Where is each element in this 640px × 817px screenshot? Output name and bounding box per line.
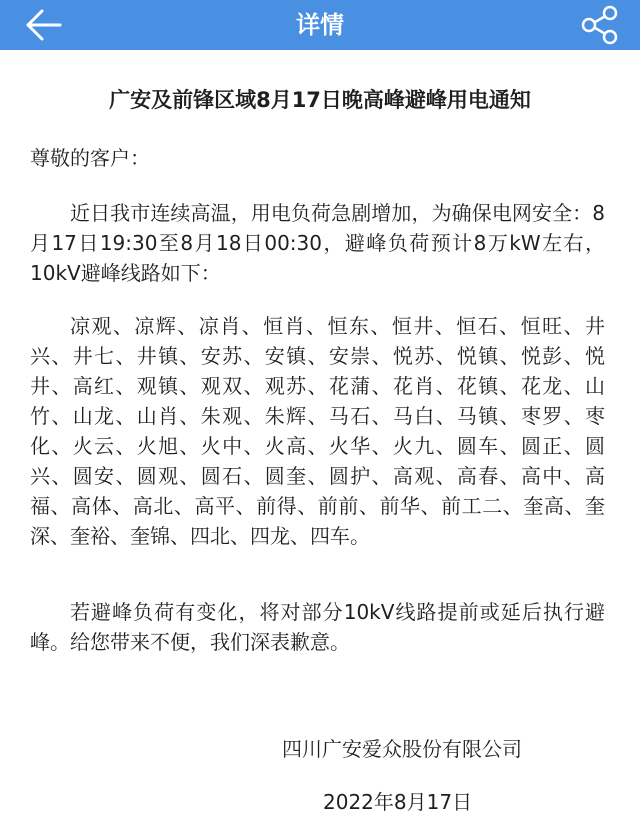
back-button[interactable] — [20, 6, 64, 44]
notice-paragraph-intro: 近日我市连续高温，用电负荷急剧增加，为确保电网安全：8月17日19:30至8月18日00:30，避峰负荷预计8万kW左右，10kV避峰线路如下： — [30, 201, 605, 285]
company-signature: 四川广安爱众股份有限公司 — [282, 737, 522, 761]
share-icon — [578, 4, 622, 46]
top-bar — [0, 0, 640, 50]
notice-paragraph-apology: 若避峰负荷有变化，将对部分10kV线路提前或延后执行避峰。给您带来不便，我们深表歉意。 — [30, 600, 605, 654]
notice-title: 广安及前锋区域8月17日晚高峰避峰用电通知 — [109, 88, 531, 112]
notice-paragraph-line-list: 凉观、凉辉、凉肖、恒肖、恒东、恒井、恒石、恒旺、井兴、井七、井镇、安苏、安镇、安崇、悦苏、悦镇、悦彭、悦井、高红、观镇、观双、观苏、花蒲、花肖、花镇、花龙、山竹、山龙、山肖、朱观、朱辉、马石、马白、马镇、枣罗、枣化、火云、火旭、火中、火高、火华、火九、圆车、圆正、圆兴、圆安、圆观、圆石、圆奎、圆护、高观、高春、高中、高福、高体、高北、高平、前得、前前、前华、前工二、奎高、奎深、奎裕、奎锦、四北、四龙、四车。 — [30, 314, 605, 548]
greeting-text: 尊敬的客户： — [30, 146, 150, 170]
arrow-left-icon — [20, 6, 64, 44]
share-button[interactable] — [578, 4, 622, 46]
notice-date: 2022年8月17日 — [323, 790, 473, 814]
page-title: 详情 — [296, 11, 344, 39]
